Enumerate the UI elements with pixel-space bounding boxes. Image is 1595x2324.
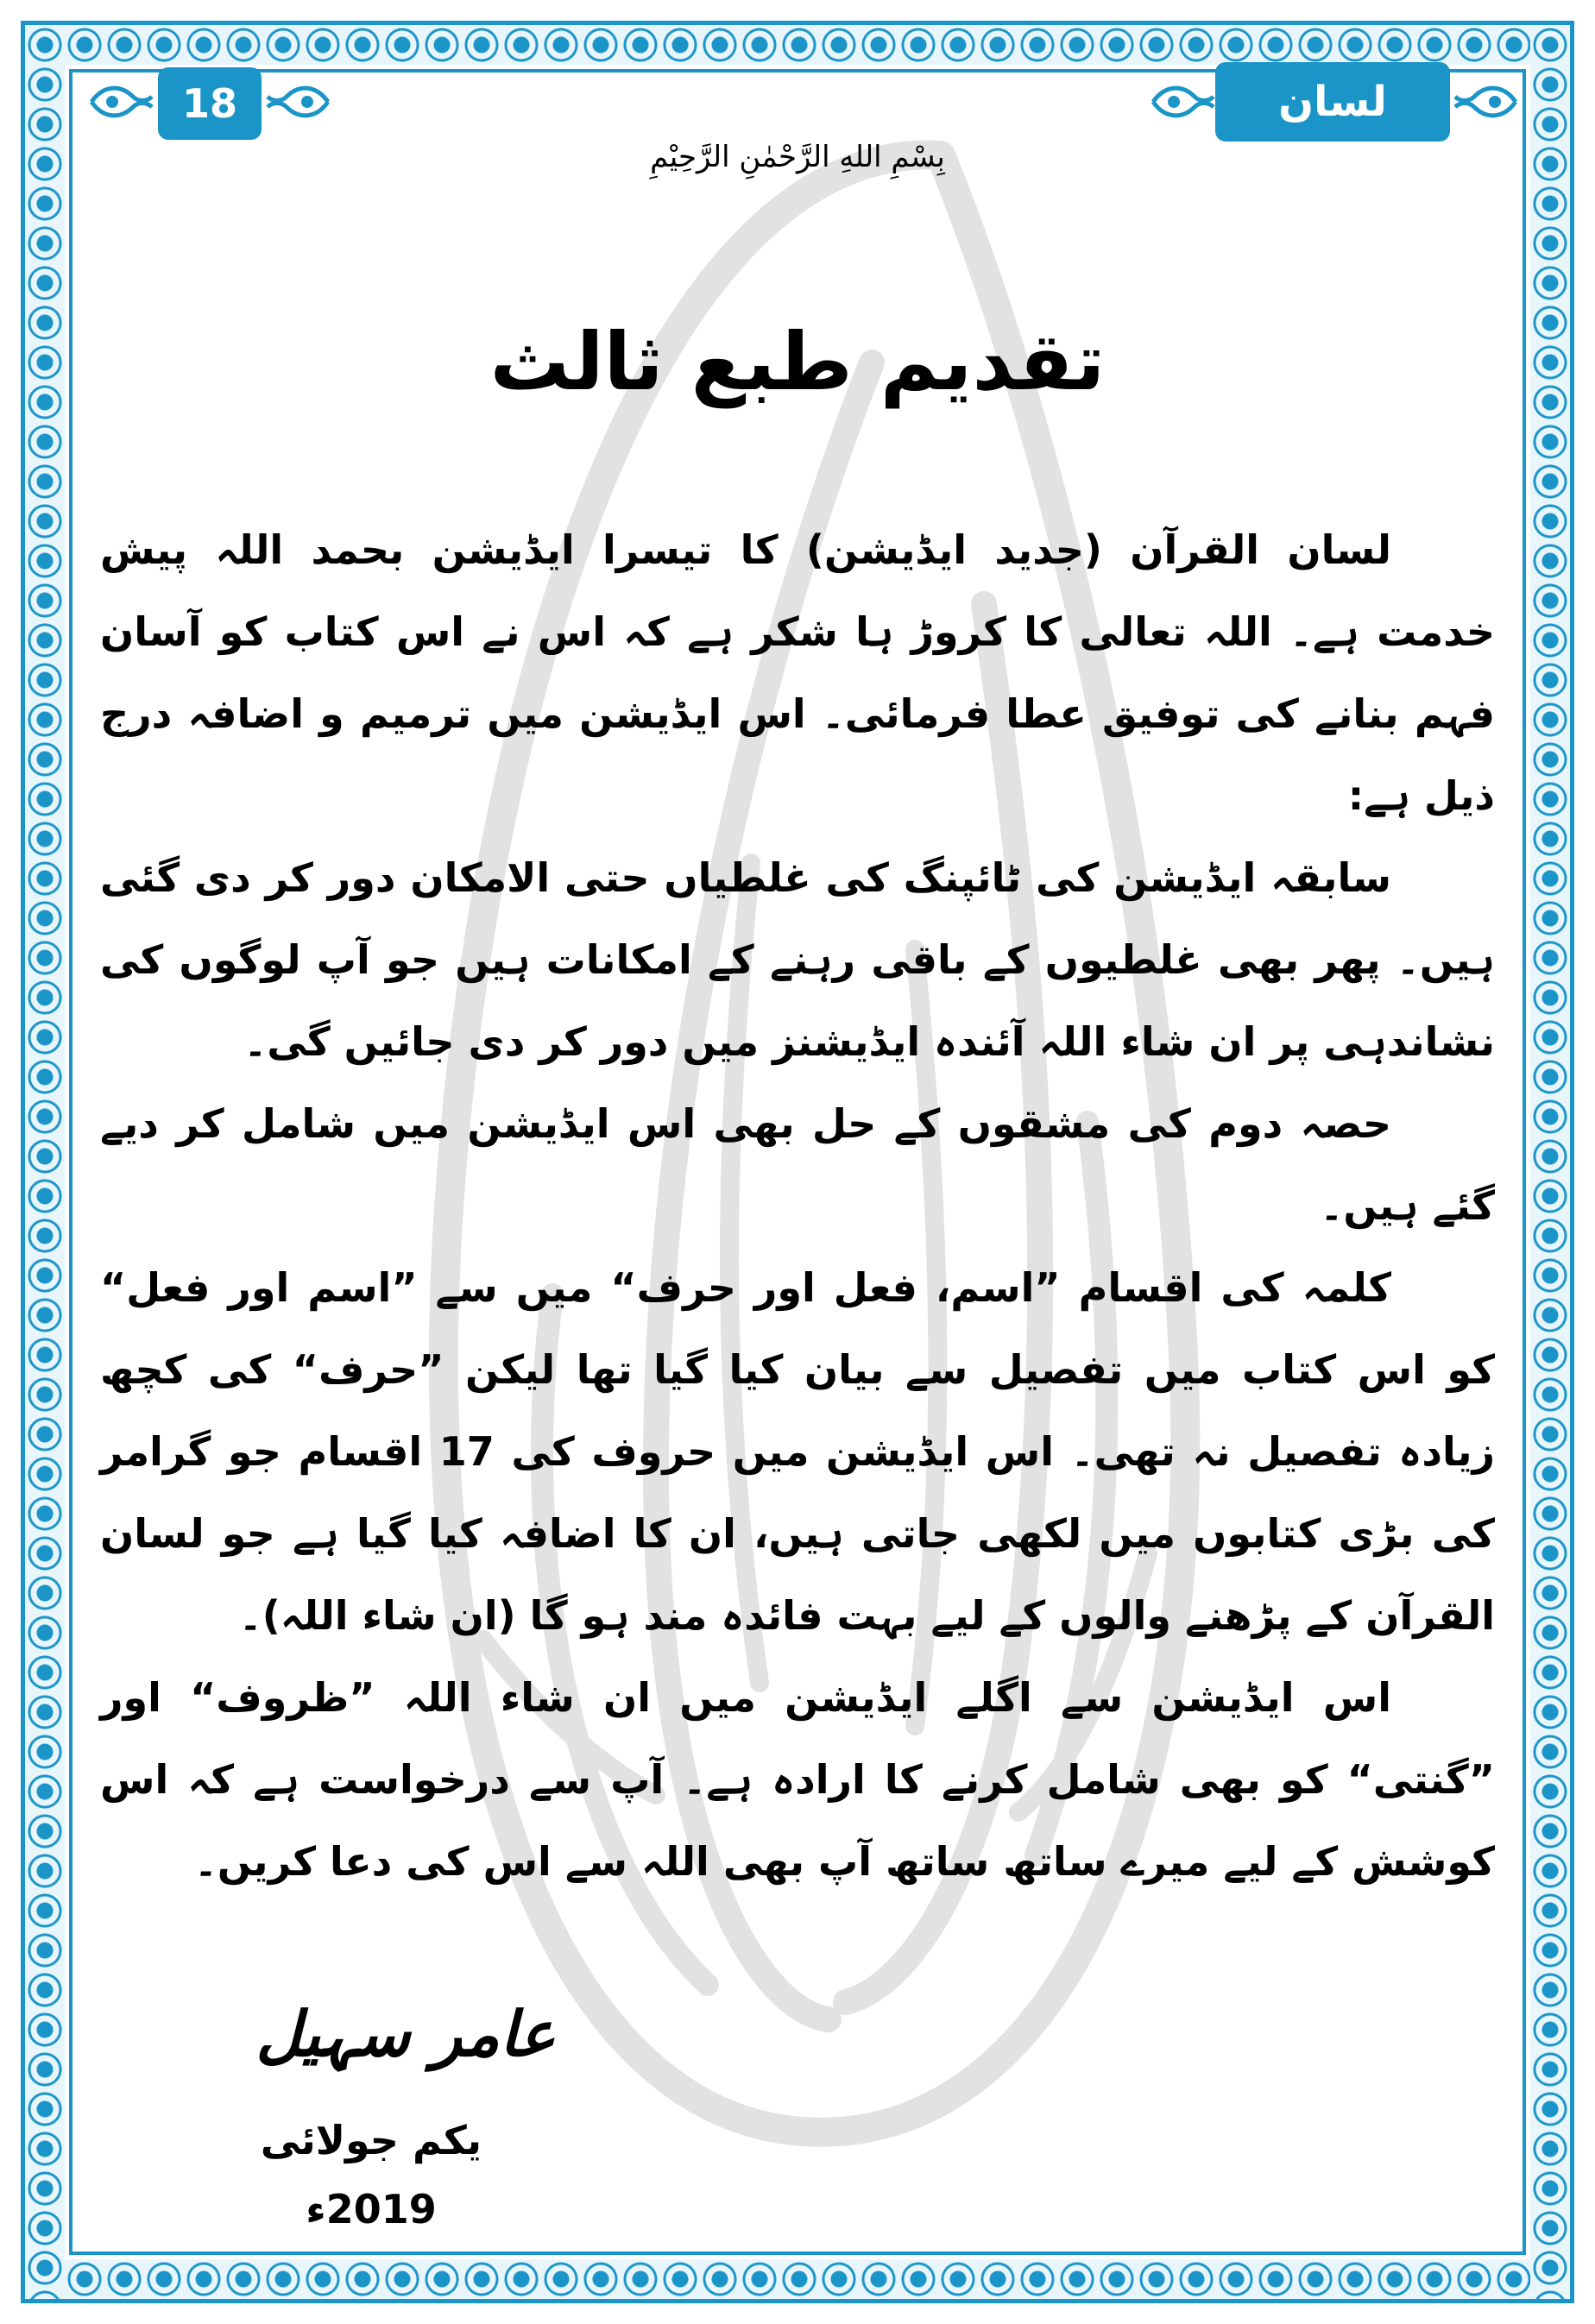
book-title-badge: لسان القرآن [1215,62,1450,142]
basmala: بِسْمِ اللهِ الرَّحْمٰنِ الرَّحِيْمِ [650,140,945,174]
preface-body [100,509,1495,1903]
paragraph: سابقہ ایڈیشن کی ٹائپنگ کی غلطیاں حتی الامکان دور کر دی گئی ہیں۔ پھر بھی غلطیوں کے باقی رہنے کے امکانات ہیں جو آپ لوگوں کی نشاندہی پر ان شاء اللہ آئندہ ایڈیشنز میں دور کر دی جائیں گی۔ [100,854,1495,1065]
paragraph: کلمہ کی اقسام ”اسم، فعل اور حرف“ میں سے ”اسم اور فعل“ کو اس کتاب میں تفصیل سے بیان کیا گیا تھا لیکن ”حرف“ کی کچھ زیادہ تفصیل نہ تھی۔ اس ایڈیشن میں حروف کی 17 اقسام جو گرامر کی بڑی کتابوں میں لکھی جاتی ہیں، ان کا اضافہ کیا گیا ہے جو لسان القرآن کے پڑھنے والوں کے لیے بہت فائدہ مند ہو گا (ان شاء اللہ)۔ [100,1264,1496,1639]
page-number-badge: 18 [158,67,262,140]
floral-ornament-icon [1452,79,1521,124]
floral-ornament-icon [264,79,333,124]
page-border-band-top [25,25,1570,65]
page-title: تقدیم طبع ثالث [489,316,1106,408]
paragraph: لسان القرآن (جدید ایڈیشن) کا تیسرا ایڈیشن بحمد اللہ پیش خدمت ہے۔ اللہ تعالی کا کروڑ ہا شکر ہے کہ اس نے اس کتاب کو آسان فہم بنانے کی توفیق عطا فرمائی۔ اس ایڈیشن میں ترمیم و اضافہ درج ذیل ہے: [100,526,1495,819]
paragraph: اس ایڈیشن سے اگلے ایڈیشن میں ان شاء اللہ ”ظروف“ اور ”گنتی“ کو بھی شامل کرنے کا ارادہ ہے۔ آپ سے درخواست ہے کہ اس کوشش کے لیے میرے ساتھ ساتھ آپ بھی اللہ سے اس کی دعا کریں۔ [100,1674,1495,1885]
page-border-band-bottom [25,2259,1570,2299]
floral-ornament-icon [86,79,155,124]
author-signature: عامر سہیل [255,1997,556,2070]
floral-ornament-icon [1148,79,1217,124]
page-border-band-right [1530,25,1570,2299]
preface-date: یکم جولائی 2019ء [260,2117,482,2233]
page-border-band-left [25,25,65,2299]
paragraph: حصہ دوم کی مشقوں کے حل بھی اس ایڈیشن میں شامل کر دیے گئے ہیں۔ [100,1100,1495,1229]
